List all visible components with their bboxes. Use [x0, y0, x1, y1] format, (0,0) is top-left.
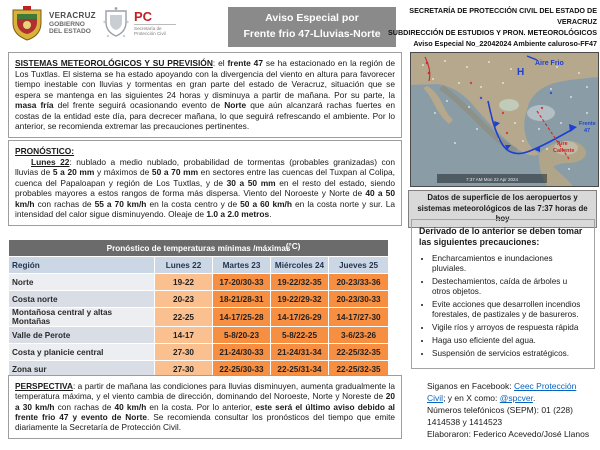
list-item: • Destechamientos, caída de árboles u otros objetos. [432, 277, 587, 297]
map-caption-box: Datos de superficie de los aeropuertos y sistemas meteorológicos de las 7:37 horas de hoy [408, 190, 597, 228]
veracruz-logo-line1: VERACRUZ [49, 11, 96, 21]
org-line-secretaria: SECRETARÍA DE PROTECCIÓN CIVIL DEL ESTADO DE VERACRUZ [409, 6, 597, 27]
facebook-link[interactable]: Ceec Protección Civil [427, 381, 577, 403]
map-timestamp: 7:37 AM Mon 22 Apr 2024 [465, 177, 519, 182]
list-item: • Haga uso eficiente del agua. [432, 336, 587, 346]
precautions-title: Derivado de lo anterior se deben tomar las siguientes precauciones: [419, 226, 583, 247]
list-item: • Vigile ríos y arroyos de respuesta rápida [432, 323, 587, 333]
high-pressure-symbol: H [517, 67, 525, 78]
advisory-title-line2: Frente frio 47-Lluvias-Norte [243, 27, 381, 40]
col-header-jueves: Jueves 25 [329, 257, 389, 274]
org-line-subdireccion: SUBDIRECCIÓN DE ESTUDIOS Y PRON. METEOROLÓGICOS [388, 28, 597, 38]
perspectiva-section [8, 375, 402, 439]
veracruz-logo-line2: GOBIERNO [49, 21, 85, 29]
advisory-title [228, 7, 396, 47]
front-label-line1: Frente [579, 121, 596, 127]
list-item: • Suspensión de servicios estratégicos. [432, 349, 587, 359]
table-header-row [9, 257, 389, 274]
list-item: • Encharcamientos e inundaciones pluviales. [432, 254, 587, 274]
precautions-section [411, 219, 595, 369]
sistemas-section [8, 52, 402, 138]
col-header-lunes: Lunes 22 [155, 257, 213, 274]
sistemas-paragraph: SISTEMAS METEOROLÓGICOS Y SU PREVISIÓN: el frente 47 se ha estacionado en la región de Los Tuxtlas. El sistema se ha estado apoyando con la divergencia del viento en altura para favorecer tiempo inestable con lluvias y tormentas en gran parte del estado de Veracruz, situación que se espera se mantenga en las siguientes 24 horas y disminuya a partir de mañana. Por su parte, la masa fría del frente seguirá ocasionando evento de Norte que aún alcanzará rachas fuertes en costas de la entidad este día, para decrecer mañana, lo que seguirá refrescando el ambiente. Por lo anterior, se recomienda extremar las precauciones pertinentes. [15, 58, 396, 131]
warm-air-label-line1: Aire [557, 141, 568, 147]
org-line-aviso-num: Aviso Especial No_22042024 Ambiente caluroso-FF47 [413, 39, 597, 49]
social-line: Siganos en Facebook: Ceec Protección Civil; y en X como: @spcver. [427, 381, 577, 403]
veracruz-logo [10, 6, 96, 42]
table-row: Costa y planicie central 27-30 21-24/30-33 21-24/31-34 22-25/32-35 [9, 344, 389, 361]
veracruz-shield-icon [10, 6, 44, 42]
table-row: Valle de Perote 14-17 5-8/20-23 5-8/22-25 3-6/23-26 [9, 327, 389, 344]
footer-contact [427, 381, 597, 440]
list-item: • Evite acciones que desarrollen incendios forestales, de pastizales y de basureros. [432, 300, 587, 320]
x-link[interactable]: @spcver [499, 392, 533, 403]
col-header-martes: Martes 23 [213, 257, 271, 274]
perspectiva-paragraph: PERSPECTIVA: a partir de mañana las condiciones para lluvias disminuyen, aumenta gradualmente la temperatura máxima, y el viento cambia de dirección, dominando del Noroeste, Norte y Noreste de 20 a 30 km/h con rachas de 40 km/h en la costa. Por lo anterior, este será el último aviso debido al frente frio 47 y evento de Norte. Se recomienda consultar los pronósticos del tiempo que emite diariamente la Secretaría de Protección Civil. [15, 381, 395, 433]
phones-line: Números telefónicos (SEPM): 01 (228) 1414538 y 1414523 [427, 404, 573, 427]
veracruz-logo-line3: DEL ESTADO [49, 28, 91, 36]
pc-logo-abbr: PC [134, 8, 153, 24]
warm-air-label-line2: Caliente [553, 148, 575, 154]
temperature-forecast-table [8, 239, 389, 378]
cold-air-label: Aire Frio [535, 60, 564, 67]
advisory-title-line1: Aviso Especial por [265, 12, 359, 24]
precautions-list [419, 254, 587, 359]
map-image [411, 53, 598, 186]
pronostico-heading: PRONÓSTICO: [15, 146, 75, 156]
pc-logo-subtitle: Secretaría de Protección Civil [134, 24, 176, 37]
table-row: Norte 19-22 17-20/30-33 19-22/32-35 20-23/33-36 [9, 274, 389, 291]
col-header-region: Región [9, 257, 155, 274]
pronostico-paragraph: Lunes 22: nublado a medio nublado, probabilidad de tormentas (probables granizadas) con lluvias de 5 a 20 mm y máximos de 50 a 70 mm en sectores entre las cuencas del Tuxpan al Colipa, cuenca del Papaloapan y región de Los Tuxtlas, y de 30 a 50 mm en el resto del estado, siendo probables mayores a estos rangos de forma más dispersa. Viento del Noroeste y Norte de 40 a 50 km/h con rachas de 55 a 70 km/h en la costa centro y de 50 a 60 km/h en la costa norte y sur. La intensidad del calor sigue disminuyendo. Oleaje de 1.0 a 2.0 metros. [15, 156, 396, 219]
pc-shield-icon [102, 6, 130, 40]
table-unit: (°C) [285, 242, 301, 251]
table-row: Costa norte 20-23 18-21/28-31 19-22/29-32 20-23/30-33 [9, 291, 389, 308]
front-label-line2: 47 [584, 128, 591, 134]
proteccion-civil-logo [102, 6, 176, 40]
pronostico-section [8, 140, 402, 226]
table-title: Pronóstico de temperaturas mínimas /máximas (°C) [9, 240, 389, 257]
table-row: Montañosa central y altas Montañas 22-25 14-17/25-28 14-17/26-29 14-17/27-30 [9, 308, 389, 327]
table-row: Zona sur 27-30 22-25/30-33 22-25/31-34 22-25/32-35 [9, 361, 389, 378]
col-header-miercoles: Miércoles 24 [271, 257, 329, 274]
surface-analysis-map [410, 52, 599, 187]
authors-line: Elaboraron: Federico Acevedo/José Llanos [427, 428, 590, 439]
